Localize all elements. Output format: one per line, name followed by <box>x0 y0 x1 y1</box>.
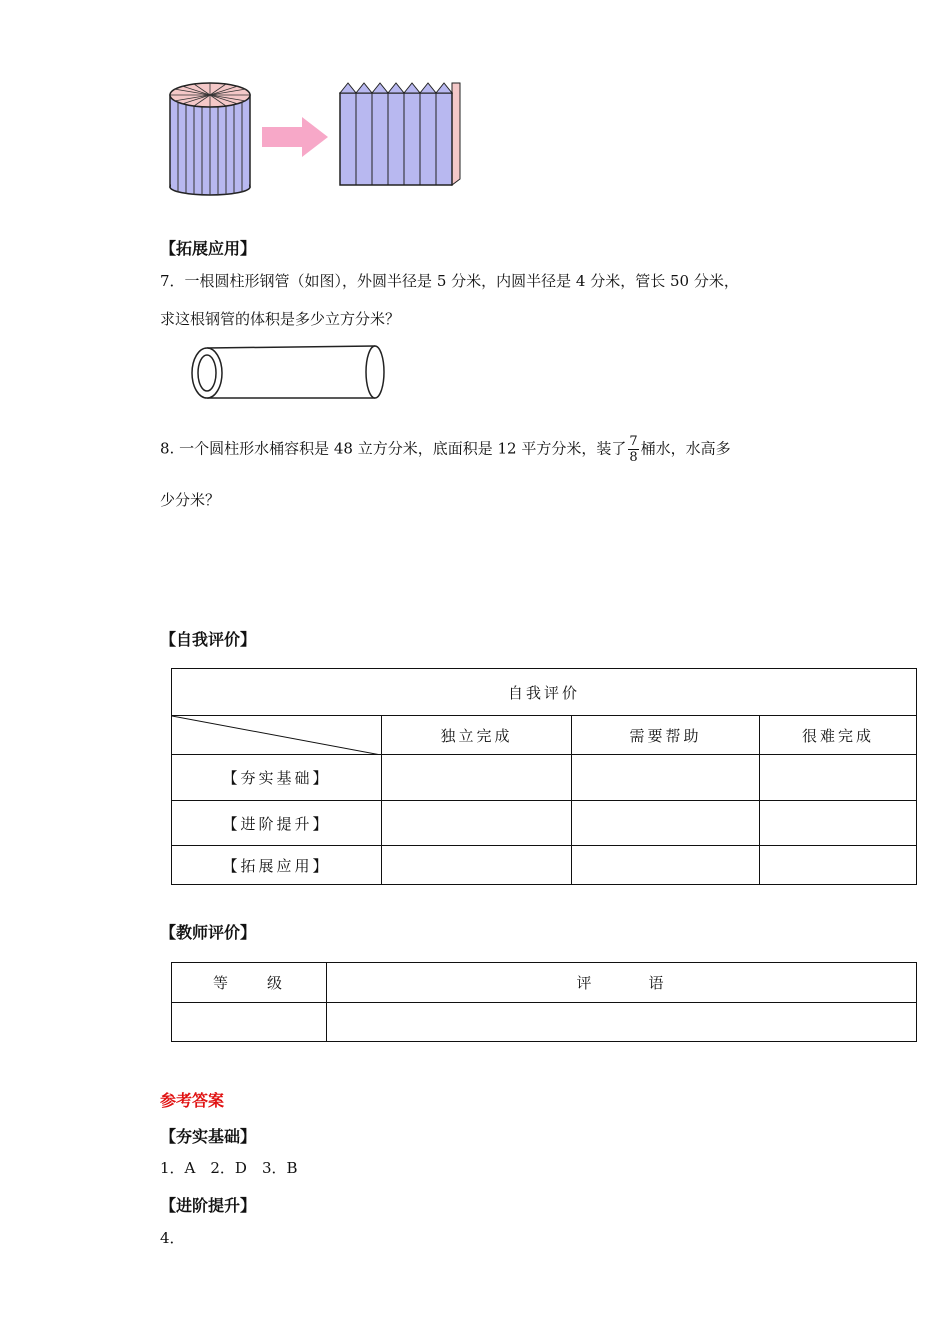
table-cell[interactable] <box>382 846 572 885</box>
extension-heading: 【拓展应用】 <box>160 239 257 258</box>
row-header: 【夯实基础】 <box>172 755 382 801</box>
comment-cell[interactable] <box>327 1003 917 1042</box>
question-8-line-2: 少分米？ <box>160 491 221 509</box>
table-cell[interactable] <box>382 755 572 801</box>
self-eval-table <box>171 668 917 885</box>
question-7-line-2: 求这根钢管的体积是多少立方分米？ <box>160 310 401 328</box>
self-eval-table-title: 自我评价 <box>172 669 917 716</box>
table-cell[interactable] <box>572 846 760 885</box>
grade-cell[interactable] <box>172 1003 327 1042</box>
teacher-eval-table <box>171 962 917 1042</box>
steel-pipe-icon <box>185 340 405 410</box>
self-eval-heading: 【自我评价】 <box>160 630 257 649</box>
question-8-line-1 <box>160 434 731 465</box>
table-cell[interactable] <box>760 755 917 801</box>
cylinder-to-prism-figure <box>160 75 470 200</box>
steel-pipe-figure <box>185 340 405 410</box>
question-7-line-1: 7．一根圆柱形钢管（如图），外圆半径是 5 分米，内圆半径是 4 分米，管长 50 分米， <box>160 272 739 290</box>
table-cell[interactable] <box>382 801 572 846</box>
teacher-eval-heading: 【教师评价】 <box>160 923 257 942</box>
question-8-text-after: 桶水，水高多 <box>640 439 731 458</box>
answers-title: 参考答案 <box>160 1091 225 1110</box>
row-header: 【拓展应用】 <box>172 846 382 885</box>
answers-basic-heading: 【夯实基础】 <box>160 1127 257 1146</box>
answers-advanced-heading: 【进阶提升】 <box>160 1196 257 1215</box>
column-header: 独立完成 <box>382 716 572 755</box>
column-header: 很难完成 <box>760 716 917 755</box>
diagonal-line <box>172 716 381 755</box>
question-8-text-before: 8. 一个圆柱形水桶容积是 48 立方分米，底面积是 12 平方分米，装了 <box>160 439 627 458</box>
grade-header: 等 级 <box>172 963 327 1003</box>
table-cell[interactable] <box>760 846 917 885</box>
answers-basic: 1．A 2．D 3．B <box>160 1159 298 1177</box>
column-header: 需要帮助 <box>572 716 760 755</box>
fraction-denominator: 8 <box>629 450 638 465</box>
comment-header: 评 语 <box>327 963 917 1003</box>
fraction-numerator: 7 <box>629 434 638 449</box>
cylinder-cut-to-prism-icon <box>160 75 470 200</box>
diagonal-header-cell <box>172 716 382 755</box>
fraction <box>628 434 638 465</box>
table-cell[interactable] <box>572 755 760 801</box>
answers-advanced-start: 4． <box>160 1229 185 1247</box>
table-cell[interactable] <box>572 801 760 846</box>
row-header: 【进阶提升】 <box>172 801 382 846</box>
table-cell[interactable] <box>760 801 917 846</box>
